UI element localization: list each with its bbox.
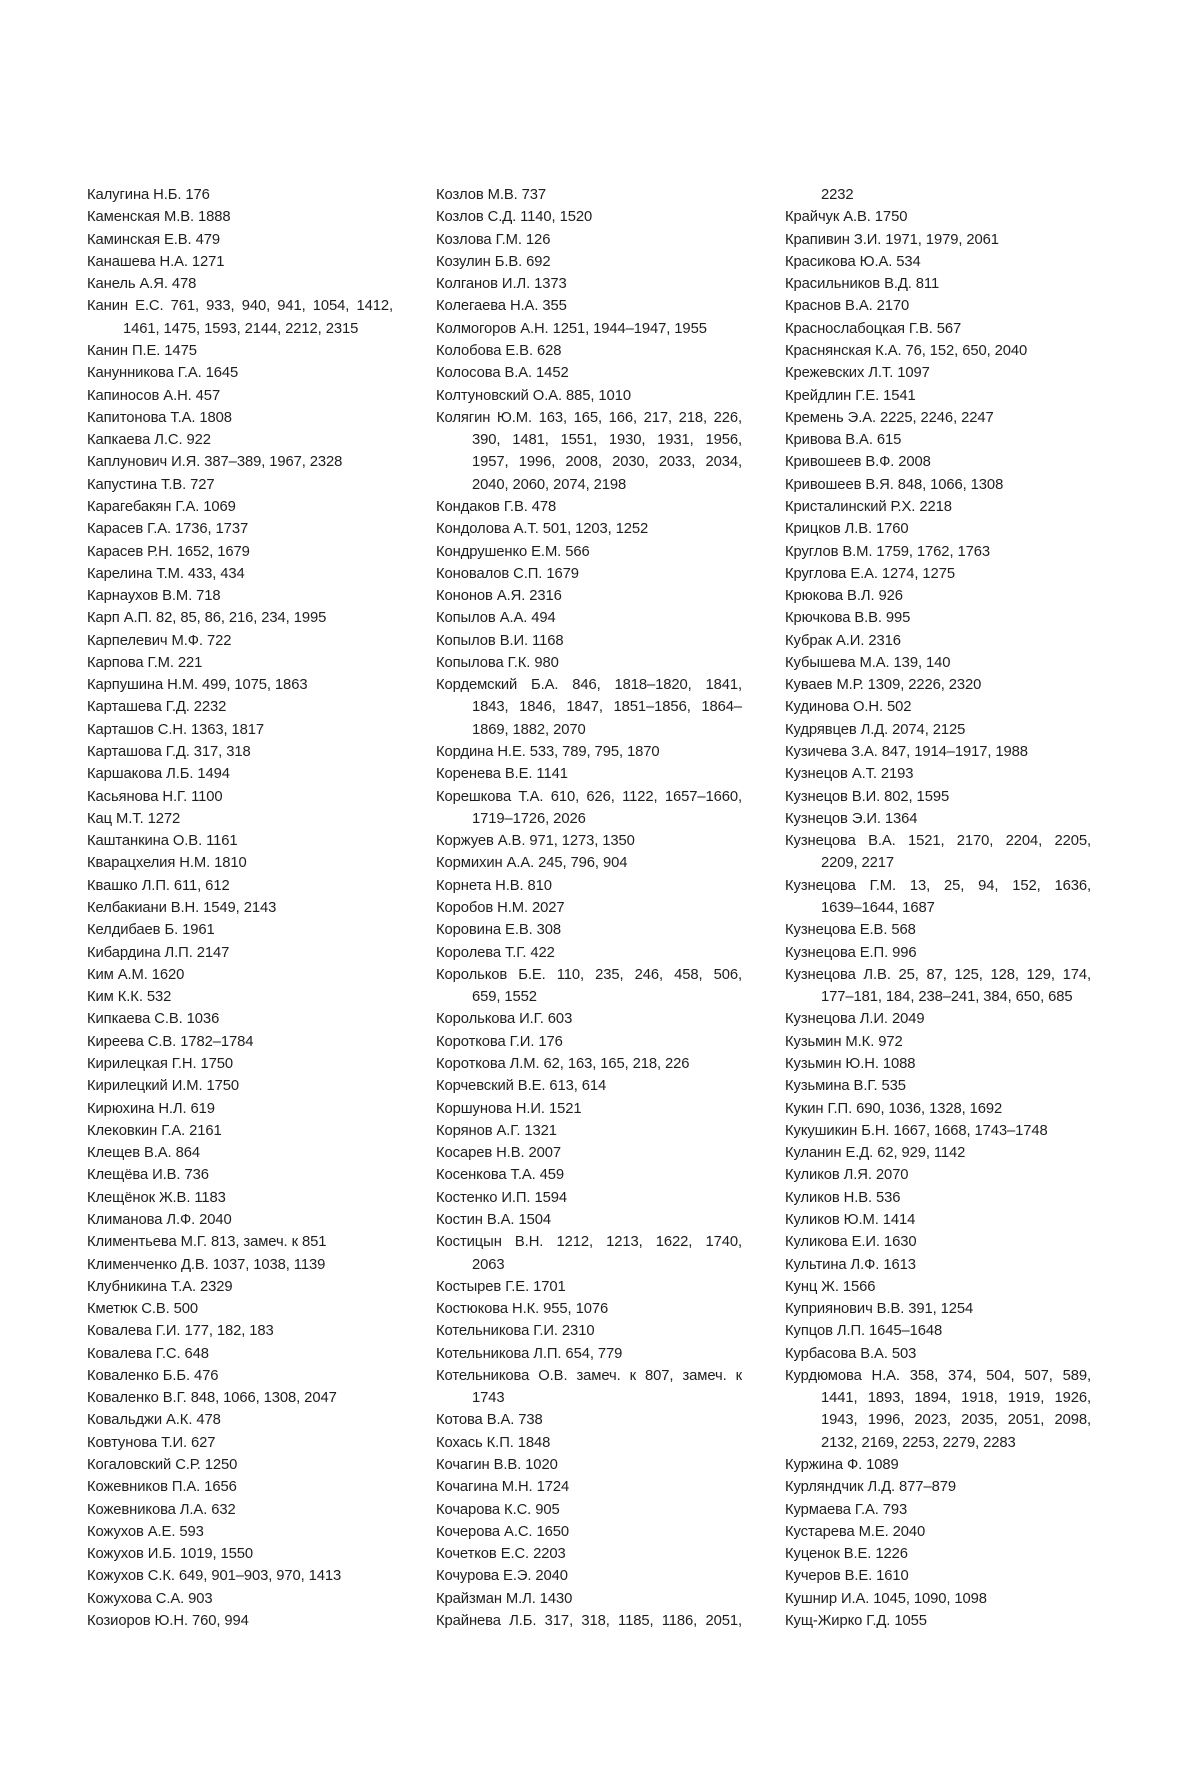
index-line: Кац М.Т. 1272	[87, 810, 181, 827]
index-line: Карташова Г.Д. 317, 318	[87, 744, 251, 761]
index-line: Колмогоров А.Н. 1251, 1944–1947, 1955	[436, 320, 707, 337]
index-line: Кривошеев В.Я. 848, 1066, 1308	[785, 476, 1004, 493]
index-line: Касьянова Н.Г. 1100	[87, 788, 223, 805]
index-line: Кварацхелия Н.М. 1810	[87, 855, 247, 872]
index-line: Кузнецова В.А. 1521, 2170, 2204, 2205,	[785, 833, 1091, 850]
index-line: Кожевников П.А. 1656	[87, 1479, 237, 1496]
index-line: Карпова Г.М. 221	[87, 654, 203, 671]
index-line: Крючкова В.В. 995	[785, 610, 911, 627]
index-line: Кочагина М.Н. 1724	[436, 1479, 570, 1496]
index-line: Кочарова К.С. 905	[436, 1501, 560, 1518]
index-line: Кремень Э.А. 2225, 2246, 2247	[785, 409, 994, 426]
index-line: Канунникова Г.А. 1645	[87, 365, 239, 382]
index-line: Корчевский В.Е. 613, 614	[436, 1078, 607, 1095]
index-line: Куликов Н.В. 536	[785, 1189, 901, 1206]
index-line: Костырев Г.Е. 1701	[436, 1278, 566, 1295]
index-line: Кузнецов В.И. 802, 1595	[785, 788, 950, 805]
index-line: Кузнецов А.Т. 2193	[785, 766, 914, 783]
index-column-1	[87, 184, 393, 1632]
index-column-3	[785, 184, 1091, 1632]
index-line: Ковалева Г.И. 177, 182, 183	[87, 1323, 274, 1340]
index-line: Колягин Ю.М. 163, 165, 166, 217, 218, 226,	[436, 409, 742, 426]
index-line: Кушнир И.А. 1045, 1090, 1098	[785, 1590, 987, 1607]
index-line: Королева Т.Г. 422	[436, 944, 555, 961]
index-line: 1743	[472, 1390, 505, 1407]
index-line: Краснянская К.А. 76, 152, 650, 2040	[785, 342, 1028, 359]
index-line: Козиоров Ю.Н. 760, 994	[87, 1613, 249, 1629]
index-line: Крайнева Л.Б. 317, 318, 1185, 1186, 2051,	[436, 1613, 742, 1629]
index-line: Кузнецова Е.В. 568	[785, 922, 916, 939]
index-line: Кочерова А.С. 1650	[436, 1523, 569, 1540]
index-line: Кормихин А.А. 245, 796, 904	[436, 855, 628, 872]
index-line: Кочурова Е.Э. 2040	[436, 1568, 568, 1585]
index-line: Корешкова Т.А. 610, 626, 1122, 1657–1660,	[436, 788, 742, 805]
index-line: Карагебакян Г.А. 1069	[87, 498, 236, 515]
index-line: Котельникова О.В. замеч. к 807, замеч. к	[436, 1367, 742, 1384]
index-line: Куликов Л.Я. 2070	[785, 1167, 909, 1184]
index-line: Ким А.М. 1620	[87, 966, 185, 983]
index-line: Кметюк С.В. 500	[87, 1301, 199, 1318]
index-line: Кристалинский Р.Х. 2218	[785, 498, 952, 515]
index-line: 2132, 2169, 2253, 2279, 2283	[821, 1434, 1016, 1451]
index-line: Копылов А.А. 494	[436, 610, 556, 627]
index-line: Кунц Ж. 1566	[785, 1278, 876, 1295]
index-line: Когаловский С.Р. 1250	[87, 1457, 238, 1474]
index-line: Короткова Г.И. 176	[436, 1033, 563, 1050]
index-line: Коновалов С.П. 1679	[436, 565, 579, 582]
index-line: Кузьмина В.Г. 535	[785, 1078, 906, 1095]
index-line: Калугина Н.Б. 176	[87, 187, 210, 203]
index-line: Ковальджи А.К. 478	[87, 1412, 221, 1429]
index-line: Козлов С.Д. 1140, 1520	[436, 209, 593, 226]
index-line: Культина Л.Ф. 1613	[785, 1256, 916, 1273]
index-line: Козлова Г.М. 126	[436, 231, 551, 248]
index-line: 2232	[821, 187, 854, 203]
index-line: 659, 1552	[472, 989, 537, 1006]
index-line: Коробов Н.М. 2027	[436, 900, 565, 916]
index-line: 1869, 1882, 2070	[472, 721, 586, 738]
index-line: Каштанкина О.В. 1161	[87, 833, 238, 850]
index-line: Кукин Г.П. 690, 1036, 1328, 1692	[785, 1100, 1003, 1117]
index-line: Карпушина Н.М. 499, 1075, 1863	[87, 677, 308, 694]
index-line: Костин В.А. 1504	[436, 1211, 551, 1228]
index-line: Колтуновский О.А. 885, 1010	[436, 387, 631, 404]
index-line: Круглов В.М. 1759, 1762, 1763	[785, 543, 990, 560]
index-line: Капитонова Т.А. 1808	[87, 409, 232, 426]
index-line: Коровина Е.В. 308	[436, 922, 562, 939]
index-line: Котельникова Л.П. 654, 779	[436, 1345, 623, 1362]
index-line: Кузнецова Г.М. 13, 25, 94, 152, 1636,	[785, 877, 1091, 894]
index-line: Кучеров В.Е. 1610	[785, 1568, 909, 1585]
index-line: 1943, 1996, 2023, 2035, 2051, 2098,	[821, 1412, 1091, 1429]
index-line: Карелина Т.М. 433, 434	[87, 565, 245, 582]
index-line: Краснослабоцкая Г.В. 567	[785, 320, 962, 337]
index-line: Кожухов А.Е. 593	[87, 1523, 204, 1540]
index-line: Крицков Л.В. 1760	[785, 521, 909, 538]
index-line: Козлов М.В. 737	[436, 187, 547, 203]
index-line: 1461, 1475, 1593, 2144, 2212, 2315	[123, 320, 359, 337]
index-line: Куланин Е.Д. 62, 929, 1142	[785, 1145, 966, 1162]
index-line: Купцов Л.П. 1645–1648	[785, 1323, 943, 1340]
index-line: Косенкова Т.А. 459	[436, 1167, 565, 1184]
index-line: Коренева В.Е. 1141	[436, 766, 568, 783]
index-line: Каршакова Л.Б. 1494	[87, 766, 230, 783]
index-line: Костюкова Н.К. 955, 1076	[436, 1301, 609, 1318]
index-line: Корянов А.Г. 1321	[436, 1122, 557, 1139]
index-line: Курдюмова Н.А. 358, 374, 504, 507, 589,	[785, 1367, 1091, 1384]
index-line: Кононов А.Я. 2316	[436, 588, 562, 605]
index-line: Кудрявцев Л.Д. 2074, 2125	[785, 721, 966, 738]
index-line: Крапивин З.И. 1971, 1979, 2061	[785, 231, 999, 248]
index-line: Кустарева М.Е. 2040	[785, 1523, 926, 1540]
index-line: Красильников В.Д. 811	[785, 276, 940, 293]
index-line: Кубрак А.И. 2316	[785, 632, 901, 649]
index-line: Кузьмин М.К. 972	[785, 1033, 903, 1050]
index-line: Карп А.П. 82, 85, 86, 216, 234, 1995	[87, 610, 327, 627]
index-line: Куваев М.Р. 1309, 2226, 2320	[785, 677, 982, 694]
index-column-2	[436, 184, 742, 1632]
index-line: 390, 1481, 1551, 1930, 1931, 1956,	[472, 432, 742, 449]
index-line: 1441, 1893, 1894, 1918, 1919, 1926,	[821, 1390, 1091, 1407]
index-line: Кондаков Г.В. 478	[436, 498, 557, 515]
index-line: Круглова Е.А. 1274, 1275	[785, 565, 955, 582]
index-line: Кожухова С.А. 903	[87, 1590, 213, 1607]
index-line: Карташов С.Н. 1363, 1817	[87, 721, 265, 738]
index-line: Канин Е.С. 761, 933, 940, 941, 1054, 1412,	[87, 298, 393, 315]
index-line: Клековкин Г.А. 2161	[87, 1122, 222, 1139]
index-line: 2040, 2060, 2074, 2198	[472, 476, 627, 493]
index-line: Кущ-Жирко Г.Д. 1055	[785, 1613, 927, 1629]
index-line: Квашко Л.П. 611, 612	[87, 877, 230, 894]
index-line: Кондолова А.Т. 501, 1203, 1252	[436, 521, 649, 538]
index-line: Клещев В.А. 864	[87, 1145, 200, 1162]
index-line: Кибардина Л.П. 2147	[87, 944, 230, 961]
index-line: Кузнецов Э.И. 1364	[785, 810, 918, 827]
index-line: Капкаева Л.С. 922	[87, 432, 211, 449]
index-line: 2209, 2217	[821, 855, 895, 872]
index-line: Куликов Ю.М. 1414	[785, 1211, 916, 1228]
index-line: Кондрушенко Е.М. 566	[436, 543, 590, 560]
index-line: Клименченко Д.В. 1037, 1038, 1139	[87, 1256, 326, 1273]
index-line: Кузьмин Ю.Н. 1088	[785, 1055, 916, 1072]
index-line: Карташева Г.Д. 2232	[87, 699, 227, 716]
index-line: Капустина Т.В. 727	[87, 476, 215, 493]
index-line: Кирилецкая Г.Н. 1750	[87, 1055, 234, 1072]
index-line: Кузнецова Е.П. 996	[785, 944, 917, 961]
index-line: Кирюхина Н.Л. 619	[87, 1100, 215, 1117]
index-line: Канин П.Е. 1475	[87, 342, 197, 359]
index-line: Коршунова Н.И. 1521	[436, 1100, 582, 1117]
index-line: Кривова В.А. 615	[785, 432, 902, 449]
index-line: Короткова Л.М. 62, 163, 165, 218, 226	[436, 1055, 690, 1072]
index-line: Келбакиани В.Н. 1549, 2143	[87, 900, 277, 916]
index-line: Куликова Е.И. 1630	[785, 1234, 917, 1251]
index-line: Колегаева Н.А. 355	[436, 298, 567, 315]
index-line: Кохась К.П. 1848	[436, 1434, 551, 1451]
index-line: Карасев Р.Н. 1652, 1679	[87, 543, 250, 560]
index-line: 1957, 1996, 2008, 2030, 2033, 2034,	[472, 454, 742, 471]
index-line: Курляндчик Л.Д. 877–879	[785, 1479, 956, 1496]
index-line: Ковалева Г.С. 648	[87, 1345, 209, 1362]
index-line: Курмаева Г.А. 793	[785, 1501, 908, 1518]
index-line: Ковтунова Т.И. 627	[87, 1434, 216, 1451]
index-line: Киреева С.В. 1782–1784	[87, 1033, 254, 1050]
index-line: Козулин Б.В. 692	[436, 253, 551, 270]
index-line: Кожухов И.Б. 1019, 1550	[87, 1546, 254, 1563]
index-line: Кирилецкий И.М. 1750	[87, 1078, 240, 1095]
index-line: Клубникина Т.А. 2329	[87, 1278, 233, 1295]
index-line: Кордемский Б.А. 846, 1818–1820, 1841,	[436, 677, 742, 694]
index-line: Коваленко Б.Б. 476	[87, 1367, 219, 1384]
index-line: Карпелевич М.Ф. 722	[87, 632, 232, 649]
index-line: Кривошеев В.Ф. 2008	[785, 454, 931, 471]
index-line: Кочагин В.В. 1020	[436, 1457, 558, 1474]
index-line: Крюкова В.Л. 926	[785, 588, 903, 605]
index-line: Крейдлин Г.Е. 1541	[785, 387, 916, 404]
index-line: Канашева Н.А. 1271	[87, 253, 225, 270]
index-line: 177–181, 184, 238–241, 384, 650, 685	[821, 989, 1073, 1006]
index-columns	[87, 184, 1091, 1632]
index-line: Кузнецова Л.И. 2049	[785, 1011, 925, 1028]
index-line: Карнаухов В.М. 718	[87, 588, 221, 605]
index-line: Костенко И.П. 1594	[436, 1189, 567, 1206]
index-line: 1719–1726, 2026	[472, 810, 586, 827]
index-line: Колобова Е.В. 628	[436, 342, 562, 359]
index-line: Капиносов А.Н. 457	[87, 387, 221, 404]
index-line: Каплунович И.Я. 387–389, 1967, 2328	[87, 454, 343, 471]
index-line: Кожевникова Л.А. 632	[87, 1501, 236, 1518]
index-line: Колганов И.Л. 1373	[436, 276, 567, 293]
index-line: Кудинова О.Н. 502	[785, 699, 912, 716]
index-line: Косарев Н.В. 2007	[436, 1145, 562, 1162]
index-line: Кузичева З.А. 847, 1914–1917, 1988	[785, 744, 1028, 761]
index-line: Краснов В.А. 2170	[785, 298, 910, 315]
index-line: Котова В.А. 738	[436, 1412, 543, 1429]
index-line: Келдибаев Б. 1961	[87, 922, 215, 939]
index-line: Крежевских Л.Т. 1097	[785, 365, 930, 382]
index-line: Костицын В.Н. 1212, 1213, 1622, 1740,	[436, 1234, 742, 1251]
index-line: Каминская Е.В. 479	[87, 231, 220, 248]
index-line: Крайзман М.Л. 1430	[436, 1590, 573, 1607]
index-line: Кипкаева С.В. 1036	[87, 1011, 220, 1028]
index-line: Кузнецова Л.В. 25, 87, 125, 128, 129, 174,	[785, 966, 1091, 983]
index-line: Корольков Б.Е. 110, 235, 246, 458, 506,	[436, 966, 742, 983]
index-line: Кожухов С.К. 649, 901–903, 970, 1413	[87, 1568, 342, 1585]
index-line: Крайчук А.В. 1750	[785, 209, 908, 226]
index-line: Каменская М.В. 1888	[87, 209, 231, 226]
index-line: Котельникова Г.И. 2310	[436, 1323, 595, 1340]
index-line: Курбасова В.А. 503	[785, 1345, 917, 1362]
index-line: Климанова Л.Ф. 2040	[87, 1211, 232, 1228]
index-line: Куприянович В.В. 391, 1254	[785, 1301, 974, 1318]
index-line: Кочетков Е.С. 2203	[436, 1546, 566, 1563]
index-line: 2063	[472, 1256, 505, 1273]
index-line: Куржина Ф. 1089	[785, 1457, 899, 1474]
index-line: Климентьева М.Г. 813, замеч. к 851	[87, 1234, 327, 1251]
index-line: Клещёнок Ж.В. 1183	[87, 1189, 226, 1206]
index-line: Кубышева М.А. 139, 140	[785, 654, 951, 671]
index-line: Клещёва И.В. 736	[87, 1167, 209, 1184]
index-line: Ким К.К. 532	[87, 989, 172, 1006]
index-line: Копылова Г.К. 980	[436, 654, 559, 671]
index-line: Кордина Н.Е. 533, 789, 795, 1870	[436, 744, 660, 761]
index-line: Колосова В.А. 1452	[436, 365, 569, 382]
index-line: Красикова Ю.А. 534	[785, 253, 921, 270]
index-line: 1639–1644, 1687	[821, 900, 935, 916]
index-line: Куценок В.Е. 1226	[785, 1546, 908, 1563]
index-line: Кукушикин Б.Н. 1667, 1668, 1743–1748	[785, 1122, 1048, 1139]
index-line: Корнета Н.В. 810	[436, 877, 552, 894]
index-line: Карасев Г.А. 1736, 1737	[87, 521, 249, 538]
index-line: 1843, 1846, 1847, 1851–1856, 1864–	[472, 699, 742, 716]
index-line: Коржуев А.В. 971, 1273, 1350	[436, 833, 635, 850]
index-line: Канель А.Я. 478	[87, 276, 197, 293]
index-line: Копылов В.И. 1168	[436, 632, 564, 649]
index-line: Королькова И.Г. 603	[436, 1011, 573, 1028]
index-line: Коваленко В.Г. 848, 1066, 1308, 2047	[87, 1390, 337, 1407]
